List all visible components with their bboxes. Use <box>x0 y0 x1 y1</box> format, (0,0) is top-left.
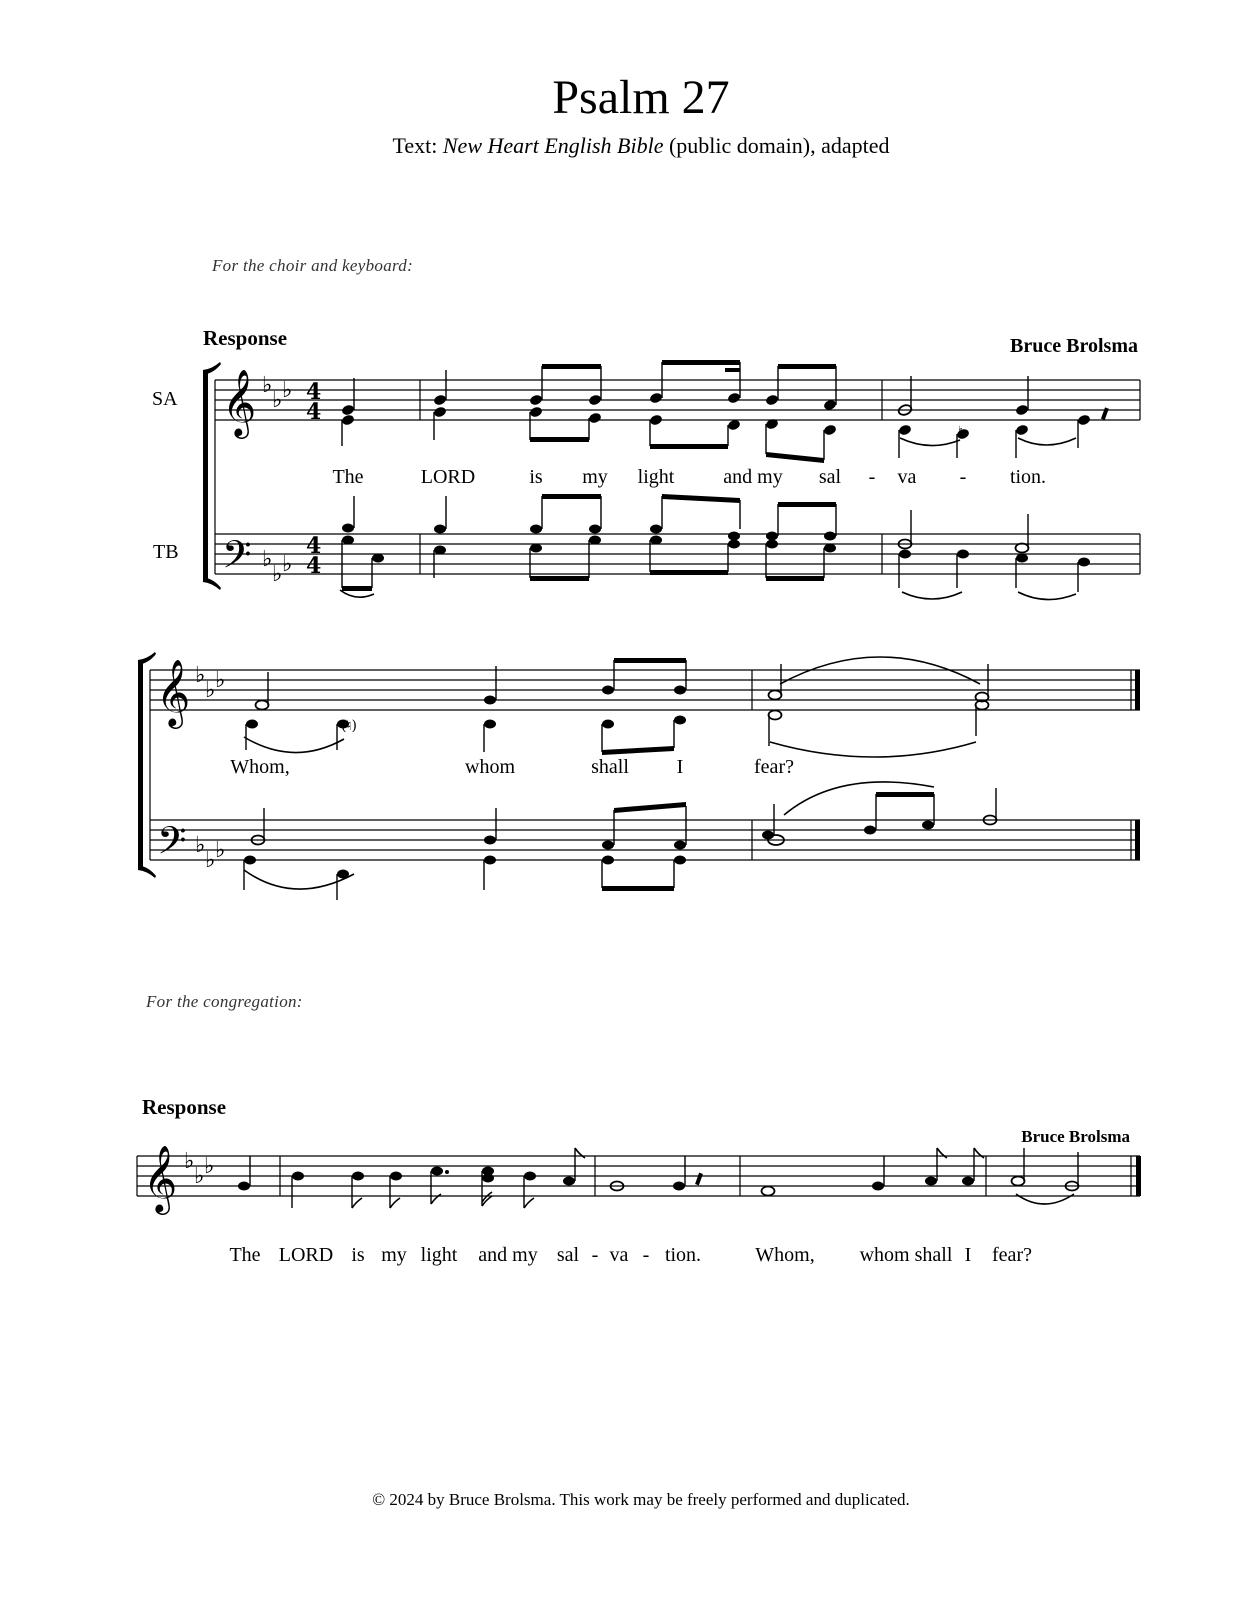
congregation-response-heading: Response <box>142 1095 227 1119</box>
subtitle-suffix: (public domain), adapted <box>663 133 890 158</box>
system2-bass-lines <box>150 820 1140 860</box>
svg-text:♭: ♭ <box>262 373 273 398</box>
lyric: va <box>609 1244 629 1266</box>
lyric: whom <box>465 756 515 778</box>
bass-clef-icon: 𝄢 <box>157 818 187 872</box>
svg-text:4: 4 <box>306 379 322 405</box>
svg-text:♭: ♭ <box>262 547 273 572</box>
lyric: I <box>676 756 684 778</box>
lyric: sal <box>818 466 842 488</box>
time-signature <box>306 379 321 579</box>
staff-label-tb: TB <box>153 541 179 563</box>
lyric: is <box>351 1244 365 1266</box>
congregation-note: For the congregation: <box>146 992 303 1011</box>
lyric: The <box>229 1244 261 1266</box>
lyric: whom shall <box>859 1244 953 1266</box>
lyric: light <box>420 1244 458 1266</box>
lyric: tion. <box>1009 466 1047 488</box>
choir-note: For the choir and keyboard: <box>212 256 414 275</box>
natural-icon: ♮ <box>958 424 964 440</box>
svg-text:♭: ♭ <box>272 562 283 587</box>
lyric: fear? <box>754 756 794 778</box>
page-title: Psalm 27 <box>552 71 730 124</box>
svg-text:♭: ♭ <box>194 1164 205 1189</box>
subtitle-prefix: Text: <box>392 133 443 158</box>
lyric: - <box>868 466 876 488</box>
lyric: The <box>332 466 364 488</box>
lyric: and my <box>723 466 783 488</box>
copyright-footer: © 2024 by Bruce Brolsma. This work may be freely performed and duplicated. <box>372 1490 910 1509</box>
svg-text:♭: ♭ <box>195 663 206 688</box>
svg-text:♭: ♭ <box>215 668 226 693</box>
treble-clef-icon: 𝄞 <box>143 1144 178 1212</box>
svg-text:♭: ♭ <box>195 833 206 858</box>
lyric: Whom, <box>755 1244 815 1266</box>
lyric: and my <box>478 1244 538 1266</box>
lyric: Whom, <box>230 756 290 778</box>
lyric: LORD <box>278 1244 334 1266</box>
lyric: I <box>964 1244 972 1266</box>
lyric: my <box>582 466 608 488</box>
svg-text:♭: ♭ <box>282 378 293 403</box>
tb-noteheads <box>342 524 1090 567</box>
lyric: - <box>959 466 967 488</box>
lyric: shall <box>591 756 629 778</box>
staff-label-sa: SA <box>152 388 178 410</box>
choir-composer: Bruce Brolsma <box>1010 335 1138 357</box>
lyric: sal <box>556 1244 580 1266</box>
svg-text:♭: ♭ <box>272 388 283 413</box>
system2-bracket <box>138 660 143 870</box>
lyric: fear? <box>992 1244 1032 1266</box>
svg-text:♭: ♭ <box>205 678 216 703</box>
lyric: tion. <box>664 1244 702 1266</box>
svg-text:4: 4 <box>306 399 322 425</box>
svg-text:♭: ♭ <box>205 848 216 873</box>
svg-text:♭: ♭ <box>282 552 293 577</box>
choir-response-heading: Response <box>203 326 288 350</box>
svg-text:♭: ♭ <box>184 1149 195 1174</box>
treble-clef-icon: 𝄞 <box>156 658 191 726</box>
svg-text:♭: ♭ <box>215 838 226 863</box>
bible-title: New Heart English Bible <box>442 133 664 158</box>
congregation-composer: Bruce Brolsma <box>1021 1127 1130 1146</box>
bass-clef-icon: 𝄢 <box>222 532 252 586</box>
svg-text:♭: ♭ <box>204 1154 215 1179</box>
cautionary-natural-icon: (♮) <box>341 718 357 734</box>
lyric: - <box>591 1244 599 1266</box>
key-signature-flats <box>184 373 292 1189</box>
system1-bracket <box>203 370 208 582</box>
lyric: va <box>897 466 917 488</box>
sa-noteheads <box>341 392 1091 441</box>
lyric: is <box>529 466 543 488</box>
treble-clef-icon: 𝄞 <box>222 368 257 436</box>
svg-text:4: 4 <box>306 553 322 579</box>
slurs <box>244 438 1076 1204</box>
lyric: my <box>381 1244 407 1266</box>
congregation-noteheads <box>238 1167 974 1191</box>
congregation-staff-lines <box>137 1156 1140 1196</box>
lyric: - <box>642 1244 650 1266</box>
svg-text:4: 4 <box>306 533 322 559</box>
lyric: light <box>637 466 675 488</box>
lyric: LORD <box>420 466 476 488</box>
system2-treble-lines <box>150 670 1140 710</box>
